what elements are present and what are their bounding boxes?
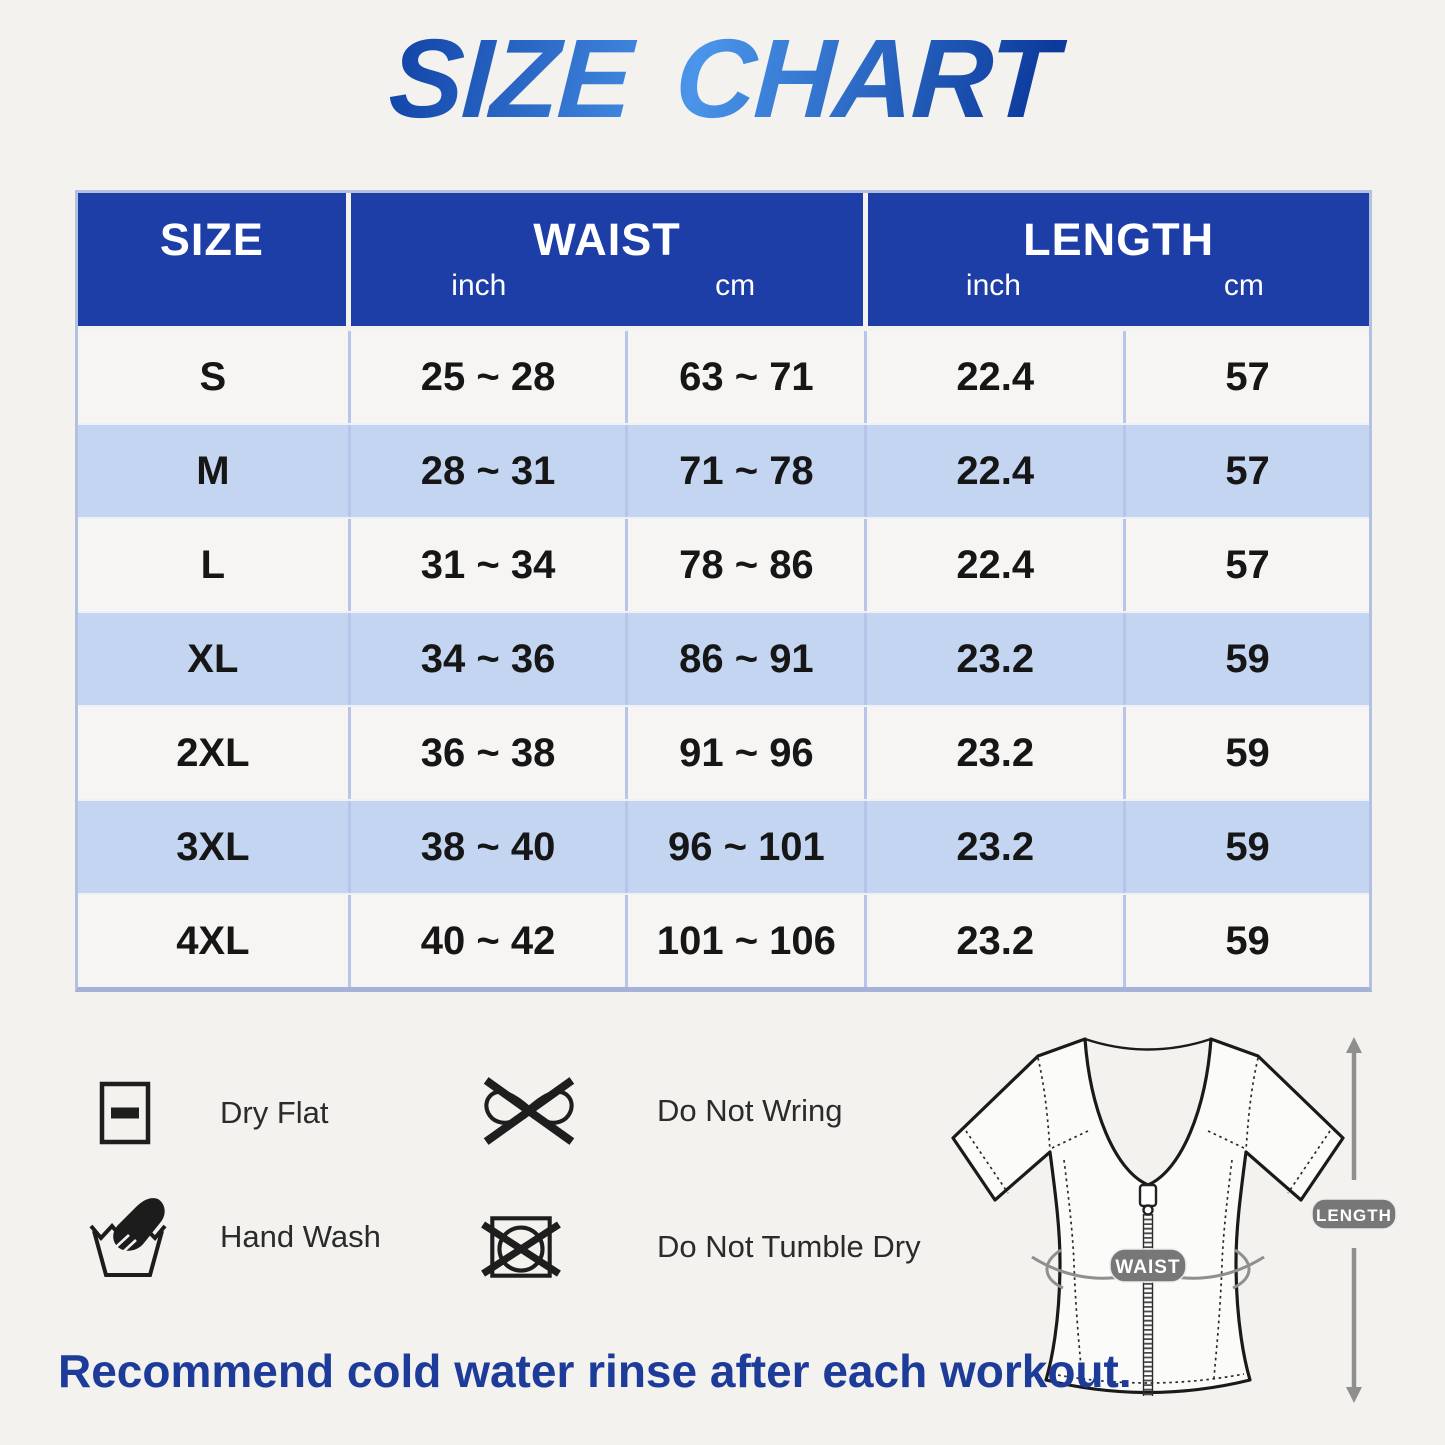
table-row — [78, 611, 1369, 705]
length-inch-value: 23.2 — [864, 801, 1123, 893]
table-row — [78, 705, 1369, 799]
size-value: XL — [187, 636, 239, 681]
waist-cm-value: 63 ~ 71 — [625, 331, 864, 423]
do-not-wring-icon — [478, 1074, 580, 1148]
size-value: S — [199, 354, 227, 399]
waist-unit-inch: inch — [451, 269, 507, 302]
length-inch-value: 23.2 — [864, 707, 1123, 799]
waist-inch-value: 40 ~ 42 — [348, 895, 626, 987]
column-header-waist: WAIST — [533, 214, 681, 265]
length-unit-inch: inch — [965, 269, 1021, 302]
table-header — [78, 193, 1369, 326]
size-value: L — [200, 542, 226, 587]
length-unit-cm: cm — [1223, 269, 1264, 302]
do-not-tumble-dry-icon — [480, 1206, 562, 1288]
care-label: Do Not Wring — [657, 1093, 843, 1128]
header-cell-length — [868, 193, 1369, 326]
length-cm-value: 57 — [1123, 519, 1369, 611]
waist-inch-value: 28 ~ 31 — [348, 425, 626, 517]
column-header-size: SIZE — [159, 214, 264, 265]
length-inch-value: 22.4 — [864, 331, 1123, 423]
dry-flat-icon — [98, 1080, 152, 1146]
care-item-dry-flat — [98, 1080, 329, 1146]
waist-cm-value: 91 ~ 96 — [625, 707, 864, 799]
length-inch-value: 23.2 — [864, 895, 1123, 987]
waist-cm-value: 101 ~ 106 — [625, 895, 864, 987]
waist-unit-cm: cm — [715, 269, 756, 302]
length-inch-value: 22.4 — [864, 425, 1123, 517]
care-item-do-not-tumble-dry — [480, 1206, 921, 1288]
page-title: SIZE CHART — [0, 14, 1445, 143]
zipper-pull — [1144, 1206, 1153, 1215]
length-cm-value: 59 — [1123, 895, 1369, 987]
size-value: 4XL — [176, 918, 250, 963]
care-label: Hand Wash — [220, 1219, 381, 1254]
waist-inch-value: 31 ~ 34 — [348, 519, 626, 611]
table-body — [78, 326, 1369, 987]
care-item-do-not-wring — [478, 1074, 843, 1148]
size-value: 3XL — [176, 824, 250, 869]
care-label: Dry Flat — [220, 1095, 329, 1130]
table-row — [78, 893, 1369, 987]
header-cell-waist — [351, 193, 864, 326]
waist-inch-value: 34 ~ 36 — [348, 613, 626, 705]
waist-unit-row — [351, 269, 864, 303]
length-inch-value: 22.4 — [864, 519, 1123, 611]
back-collar-line — [1085, 1039, 1211, 1050]
care-item-hand-wash — [88, 1194, 381, 1280]
length-cm-value: 57 — [1123, 425, 1369, 517]
header-cell-size — [78, 193, 346, 326]
waist-inch-value: 25 ~ 28 — [348, 331, 626, 423]
column-header-length: LENGTH — [1023, 214, 1215, 265]
table-row — [78, 423, 1369, 517]
length-unit-row — [868, 269, 1369, 303]
waist-inch-value: 36 ~ 38 — [348, 707, 626, 799]
care-label: Do Not Tumble Dry — [657, 1229, 921, 1264]
hand-wash-icon — [88, 1194, 168, 1280]
waist-cm-value: 96 ~ 101 — [625, 801, 864, 893]
waist-cm-value: 78 ~ 86 — [625, 519, 864, 611]
length-cm-value: 59 — [1123, 613, 1369, 705]
length-cm-value: 59 — [1123, 801, 1369, 893]
waist-cm-value: 71 ~ 78 — [625, 425, 864, 517]
waist-cm-value: 86 ~ 91 — [625, 613, 864, 705]
size-table — [75, 190, 1372, 992]
footer-note: Recommend cold water rinse after each workout. — [58, 1345, 1132, 1397]
table-row — [78, 517, 1369, 611]
size-value: 2XL — [176, 730, 250, 775]
table-row — [78, 799, 1369, 893]
length-badge-label: LENGTH — [1316, 1206, 1392, 1225]
length-cm-value: 59 — [1123, 707, 1369, 799]
size-value: M — [196, 448, 230, 493]
table-row — [78, 331, 1369, 423]
waist-inch-value: 38 ~ 40 — [348, 801, 626, 893]
zipper-slider — [1140, 1185, 1156, 1206]
waist-badge-label: WAIST — [1115, 1257, 1181, 1278]
length-inch-value: 23.2 — [864, 613, 1123, 705]
length-cm-value: 57 — [1123, 331, 1369, 423]
